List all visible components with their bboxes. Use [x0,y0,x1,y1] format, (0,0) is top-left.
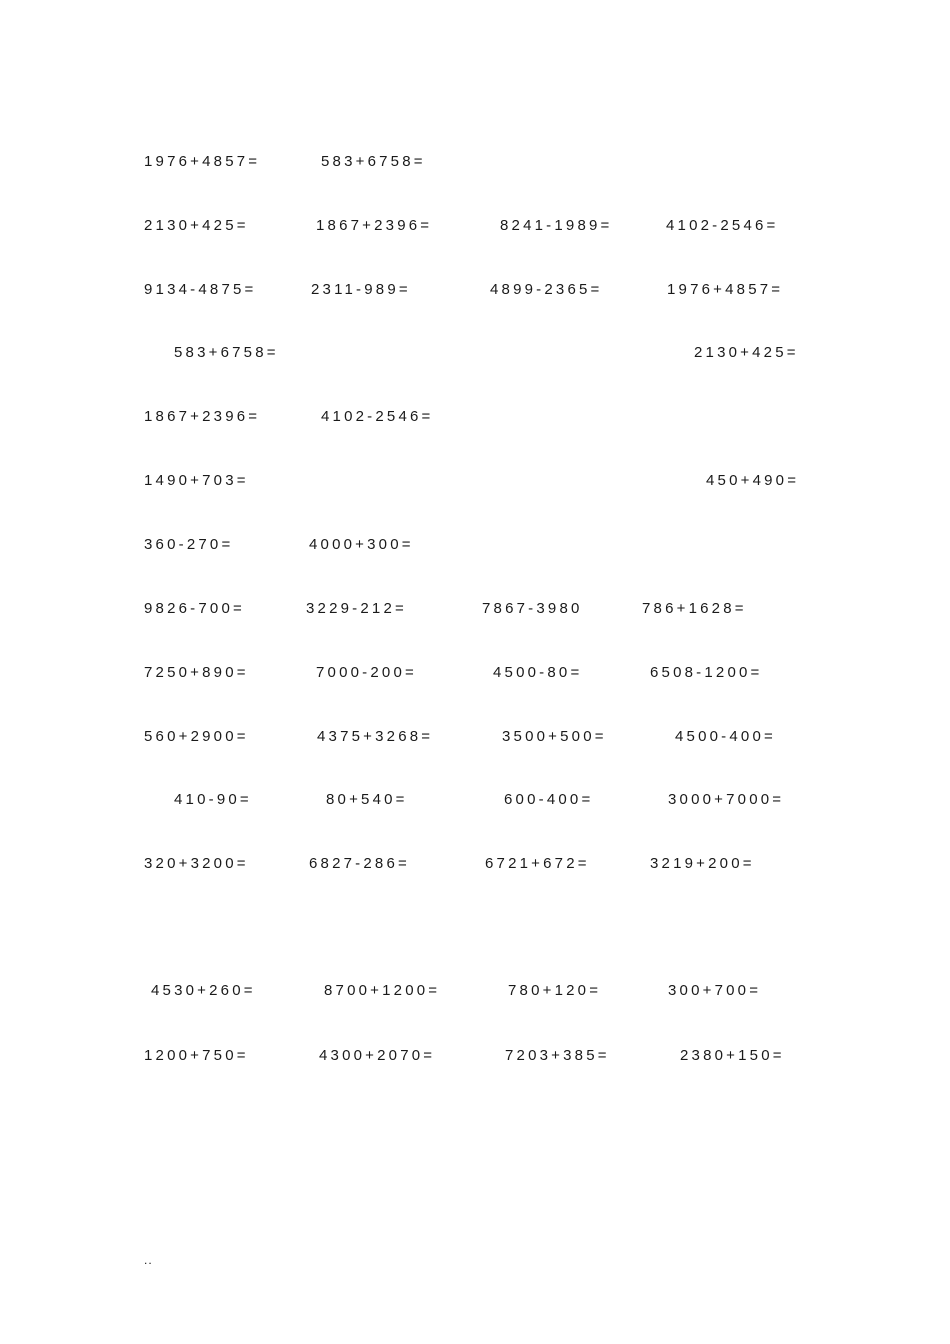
arithmetic-problem: 9826-700= [144,600,245,617]
arithmetic-problem: 1867+2396= [316,217,433,234]
arithmetic-problem: 4500-80= [493,664,583,681]
problem-row [0,1044,950,1068]
arithmetic-problem: 7867-3980 [482,600,583,617]
problem-row [0,469,950,493]
arithmetic-problem: 786+1628= [642,600,747,617]
problem-row [0,214,950,238]
arithmetic-problem: 600-400= [504,791,594,808]
arithmetic-problem: 1200+750= [144,1047,249,1064]
arithmetic-problem: 80+540= [326,791,408,808]
arithmetic-problem: 8700+1200= [324,982,441,999]
arithmetic-problem: 2311-989= [311,281,411,298]
arithmetic-problem: 1976+4857= [144,153,261,170]
arithmetic-problem: 583+6758= [174,344,279,361]
arithmetic-problem: 320+3200= [144,855,249,872]
problem-row [0,150,950,174]
arithmetic-problem: 3229-212= [306,600,407,617]
footer-mark: .. [144,1253,153,1267]
arithmetic-problem: 1490+703= [144,472,249,489]
problem-row [0,661,950,685]
problem-row [0,725,950,749]
arithmetic-problem: 1867+2396= [144,408,261,425]
problem-row [0,341,950,365]
arithmetic-problem: 8241-1989= [500,217,613,234]
problem-row [0,852,950,876]
arithmetic-problem: 560+2900= [144,728,249,745]
arithmetic-problem: 6827-286= [309,855,410,872]
arithmetic-problem: 2130+425= [694,344,799,361]
arithmetic-problem: 583+6758= [321,153,426,170]
arithmetic-problem: 7250+890= [144,664,249,681]
problem-row [0,278,950,302]
arithmetic-problem: 3219+200= [650,855,755,872]
arithmetic-problem: 2380+150= [680,1047,785,1064]
problem-row [0,533,950,557]
problem-row [0,788,950,812]
arithmetic-problem: 1976+4857= [667,281,784,298]
arithmetic-problem: 7000-200= [316,664,417,681]
arithmetic-problem: 3500+500= [502,728,607,745]
problem-row [0,405,950,429]
arithmetic-problem: 4300+2070= [319,1047,436,1064]
arithmetic-problem: 4530+260= [151,982,256,999]
arithmetic-problem: 4375+3268= [317,728,434,745]
arithmetic-problem: 2130+425= [144,217,249,234]
arithmetic-problem: 360-270= [144,536,234,553]
arithmetic-problem: 780+120= [508,982,602,999]
arithmetic-problem: 4500-400= [675,728,776,745]
arithmetic-problem: 4899-2365= [490,281,603,298]
arithmetic-problem: 4102-2546= [666,217,779,234]
arithmetic-problem: 4000+300= [309,536,414,553]
arithmetic-problem: 410-90= [174,791,252,808]
arithmetic-problem: 300+700= [668,982,762,999]
arithmetic-problem: 3000+7000= [668,791,785,808]
problem-row [0,597,950,621]
problem-row [0,979,950,1003]
arithmetic-problem: 4102-2546= [321,408,434,425]
arithmetic-problem: 9134-4875= [144,281,257,298]
arithmetic-problem: 7203+385= [505,1047,610,1064]
arithmetic-problem: 6508-1200= [650,664,763,681]
arithmetic-problem: 450+490= [706,472,800,489]
arithmetic-problem: 6721+672= [485,855,590,872]
